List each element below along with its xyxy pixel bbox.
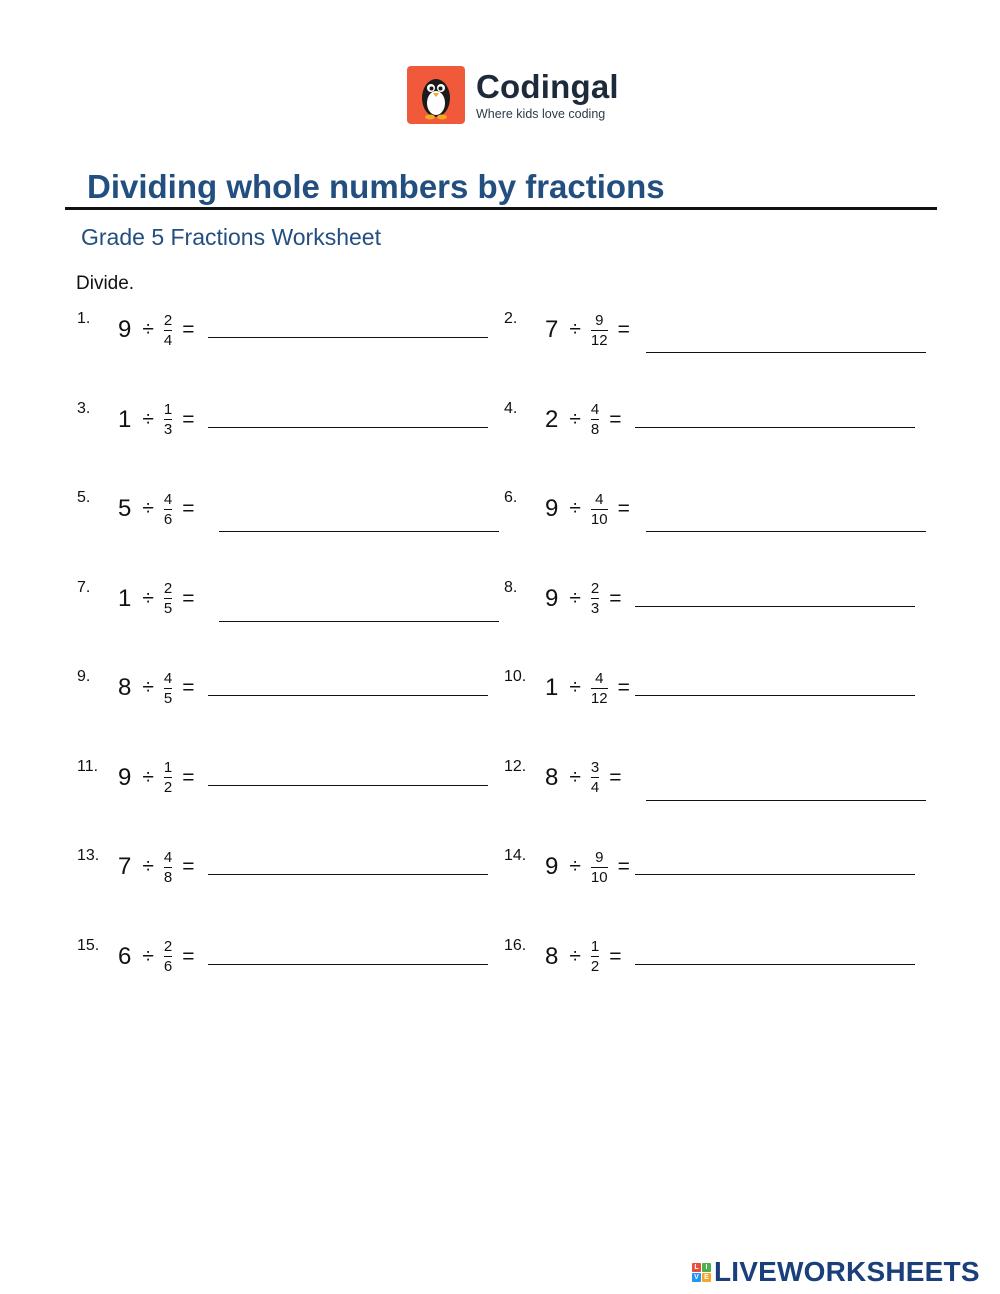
fraction (164, 759, 172, 796)
fraction-bar (164, 688, 172, 689)
worksheet-title: Dividing whole numbers by fractions (87, 168, 665, 205)
divide-sign: ÷ (142, 765, 154, 789)
denominator: 12 (590, 331, 608, 349)
numerator: 2 (163, 938, 173, 955)
fraction-bar (164, 598, 172, 599)
answer-line[interactable] (635, 964, 915, 965)
answer-line[interactable] (646, 800, 926, 801)
denominator: 6 (163, 958, 173, 975)
division-expression (118, 310, 195, 350)
answer-line[interactable] (635, 874, 915, 875)
icon-letter: E (702, 1273, 711, 1282)
fraction-bar (591, 777, 599, 778)
liveworksheets-icon (692, 1263, 711, 1282)
codingal-logo (407, 66, 619, 124)
equals-sign: = (609, 944, 622, 968)
division-expression (118, 937, 195, 977)
problem-number: 16. (504, 936, 527, 954)
liveworksheets-brand: LIVEWORKSHEETS (714, 1256, 980, 1287)
whole-number: 8 (545, 942, 559, 970)
problem-item (77, 758, 497, 818)
problem-item (77, 400, 497, 460)
numerator: 3 (590, 759, 600, 776)
divide-sign: ÷ (569, 855, 581, 878)
denominator: 4 (163, 331, 173, 349)
numerator: 1 (163, 759, 173, 776)
problem-item (77, 847, 497, 907)
icon-letter: V (692, 1273, 701, 1282)
whole-number: 1 (118, 405, 132, 433)
denominator: 8 (163, 868, 173, 886)
problem-number: 6. (504, 489, 518, 506)
problem-number: 3. (77, 399, 91, 417)
equals-sign: = (182, 497, 195, 520)
whole-number: 1 (118, 584, 132, 612)
numerator: 4 (595, 669, 604, 687)
division-expression (118, 400, 195, 440)
problem-item (504, 400, 924, 460)
divide-sign: ÷ (569, 586, 581, 610)
division-expression (118, 668, 195, 708)
equals-sign: = (182, 676, 195, 699)
equals-sign: = (617, 676, 630, 699)
problem-number: 11. (77, 757, 99, 775)
whole-number: 5 (118, 495, 132, 522)
problem-number: 4. (504, 399, 518, 417)
problem-item (504, 758, 924, 818)
denominator: 8 (590, 421, 600, 438)
equals-sign: = (182, 944, 195, 968)
equals-sign: = (609, 765, 622, 789)
problem-number: 15. (77, 936, 100, 954)
problem-number: 5. (77, 489, 91, 506)
problem-item (504, 579, 924, 639)
problem-item (77, 489, 497, 549)
division-expression (545, 847, 630, 887)
answer-line[interactable] (219, 531, 499, 532)
division-expression (545, 668, 630, 708)
divide-sign: ÷ (142, 586, 154, 610)
problem-number: 10. (504, 668, 527, 685)
fraction (591, 759, 599, 796)
fraction (591, 849, 608, 886)
whole-number: 8 (118, 674, 132, 701)
denominator: 4 (590, 779, 600, 796)
answer-line[interactable] (208, 874, 488, 875)
divide-sign: ÷ (142, 855, 154, 878)
problem-item (77, 668, 497, 728)
instruction-text: Divide. (76, 273, 135, 294)
divide-sign: ÷ (142, 676, 154, 699)
answer-line[interactable] (208, 427, 488, 428)
problem-number: 7. (77, 578, 91, 596)
denominator: 5 (163, 600, 173, 617)
division-expression (118, 489, 195, 529)
brand-name: Codingal (476, 67, 619, 105)
answer-line[interactable] (208, 337, 488, 338)
equals-sign: = (182, 855, 195, 878)
problem-item (504, 937, 924, 997)
division-expression (545, 310, 630, 350)
problem-number: 8. (504, 578, 518, 596)
numerator: 1 (590, 938, 600, 955)
numerator: 2 (163, 580, 173, 597)
fraction-bar (164, 509, 172, 510)
division-expression (545, 758, 622, 798)
problem-item (504, 489, 924, 549)
whole-number: 9 (545, 584, 559, 612)
problem-number: 12. (504, 757, 527, 775)
title-divider (65, 207, 937, 210)
numerator: 4 (595, 490, 604, 508)
equals-sign: = (609, 407, 622, 431)
answer-line[interactable] (635, 427, 915, 428)
brand-tagline: Where kids love coding (476, 106, 606, 121)
answer-line[interactable] (208, 695, 488, 696)
whole-number: 9 (545, 495, 559, 522)
icon-letter: I (702, 1263, 711, 1272)
problem-number: 13. (77, 847, 100, 864)
fraction (164, 401, 172, 438)
whole-number: 7 (118, 853, 132, 880)
problem-item (77, 310, 497, 370)
fraction-bar (591, 867, 608, 868)
numerator: 4 (163, 848, 173, 866)
fraction (591, 580, 599, 617)
equals-sign: = (617, 318, 630, 341)
denominator: 5 (163, 689, 173, 707)
whole-number: 9 (118, 316, 132, 343)
divide-sign: ÷ (142, 407, 154, 431)
whole-number: 2 (545, 405, 559, 433)
numerator: 9 (595, 311, 604, 329)
answer-line[interactable] (219, 621, 499, 622)
fraction (164, 849, 172, 886)
fraction (591, 670, 608, 707)
equals-sign: = (609, 586, 622, 610)
equals-sign: = (182, 765, 195, 789)
fraction-bar (591, 688, 608, 689)
denominator: 2 (163, 779, 173, 796)
division-expression (118, 758, 195, 798)
denominator: 6 (163, 510, 173, 528)
icon-letter: L (692, 1263, 701, 1272)
division-expression (118, 847, 195, 887)
divide-sign: ÷ (569, 407, 581, 431)
division-expression (545, 400, 622, 440)
penguin-icon (407, 66, 465, 124)
answer-line[interactable] (646, 352, 926, 353)
divide-sign: ÷ (569, 765, 581, 789)
fraction-bar (591, 598, 599, 599)
numerator: 4 (163, 490, 173, 508)
denominator: 3 (163, 421, 173, 438)
denominator: 2 (590, 958, 600, 975)
problem-number: 2. (504, 310, 518, 327)
equals-sign: = (182, 318, 195, 341)
denominator: 10 (590, 868, 608, 886)
answer-line[interactable] (635, 695, 915, 696)
whole-number: 9 (545, 853, 559, 880)
fraction-bar (591, 956, 599, 957)
fraction-bar (164, 330, 172, 331)
problem-item (504, 847, 924, 907)
liveworksheets-logo (692, 1256, 980, 1288)
answer-line[interactable] (646, 531, 926, 532)
division-expression (545, 489, 630, 529)
problem-item (77, 937, 497, 997)
division-expression (545, 937, 622, 977)
divide-sign: ÷ (569, 676, 581, 699)
numerator: 2 (163, 311, 173, 329)
whole-number: 7 (545, 316, 559, 343)
fraction-bar (591, 509, 608, 510)
numerator: 2 (590, 580, 600, 597)
denominator: 12 (590, 689, 608, 707)
divide-sign: ÷ (569, 944, 581, 968)
problem-number: 9. (77, 668, 91, 685)
fraction-bar (164, 777, 172, 778)
fraction-bar (164, 956, 172, 957)
problem-number: 1. (77, 310, 91, 327)
divide-sign: ÷ (142, 318, 154, 341)
problem-item (504, 668, 924, 728)
fraction (591, 312, 608, 349)
numerator: 4 (163, 669, 173, 687)
answer-line[interactable] (635, 606, 915, 607)
divide-sign: ÷ (569, 318, 581, 341)
whole-number: 1 (545, 674, 559, 701)
fraction (164, 312, 172, 349)
fraction (164, 580, 172, 617)
divide-sign: ÷ (142, 944, 154, 968)
whole-number: 8 (545, 763, 559, 791)
denominator: 10 (590, 510, 608, 528)
numerator: 9 (595, 848, 604, 866)
answer-line[interactable] (208, 785, 488, 786)
numerator: 4 (590, 401, 600, 418)
divide-sign: ÷ (569, 497, 581, 520)
fraction-bar (164, 867, 172, 868)
fraction (591, 401, 599, 438)
fraction-bar (164, 419, 172, 420)
problem-item (77, 579, 497, 639)
fraction (591, 491, 608, 528)
whole-number: 6 (118, 942, 132, 970)
division-expression (118, 579, 195, 619)
answer-line[interactable] (208, 964, 488, 965)
fraction (591, 938, 599, 975)
fraction-bar (591, 330, 608, 331)
whole-number: 9 (118, 763, 132, 791)
equals-sign: = (182, 586, 195, 610)
numerator: 1 (163, 401, 173, 418)
denominator: 3 (590, 600, 600, 617)
fraction (164, 938, 172, 975)
equals-sign: = (617, 855, 630, 878)
divide-sign: ÷ (142, 497, 154, 520)
problem-item (504, 310, 924, 370)
fraction-bar (591, 419, 599, 420)
worksheet-subtitle: Grade 5 Fractions Worksheet (81, 224, 381, 250)
fraction (164, 491, 172, 528)
equals-sign: = (617, 497, 630, 520)
division-expression (545, 579, 622, 619)
fraction (164, 670, 172, 707)
equals-sign: = (182, 407, 195, 431)
problem-number: 14. (504, 847, 527, 864)
